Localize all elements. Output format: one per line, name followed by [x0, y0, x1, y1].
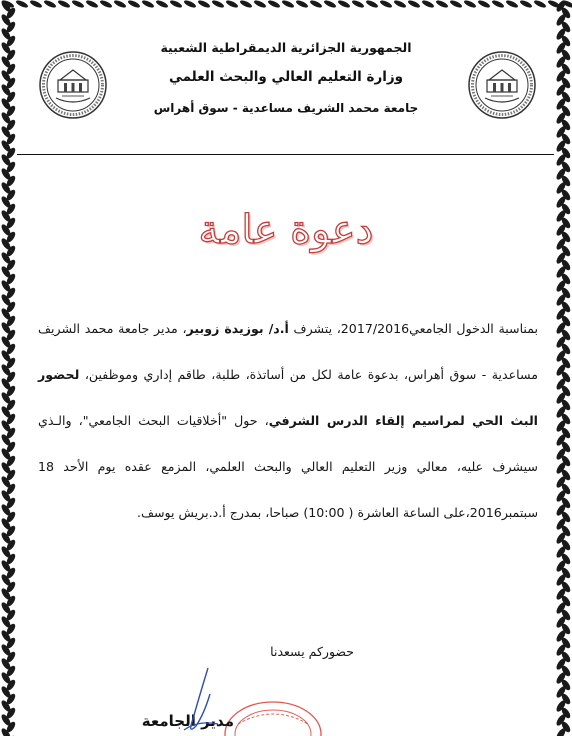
university-seal-icon [38, 50, 108, 120]
ministry-name: وزارة التعليم العالي والبحث العلمي [168, 69, 404, 85]
invitation-body [38, 306, 538, 536]
letterhead [100, 40, 472, 129]
body-part-3: ، حول "أخلاقيات البحث الجامعي"، والـذي سيشرف عليه، معالي وزير التعليم العالي والبحث العلمي، المزمع عقده يوم الأحد 18 سبتمبر2016،على الساعة العاشرة ( 10:00) صباحا، بمدرج أ.د.بريش يوسف. [38, 413, 538, 520]
handwritten-signature-icon [178, 664, 228, 736]
body-part-1: بمناسبة الدخول الجامعي2017/2016، يتشرف [288, 321, 538, 336]
header-divider [17, 154, 554, 155]
leaf-border-top [0, 0, 572, 10]
signer-title: مدير الجامعة [141, 712, 234, 730]
body-bold-2: لحضور البث الحي لمراسيم إلقاء الدرس الشرفي [38, 367, 538, 428]
official-stamp-icon [218, 694, 328, 736]
body-part-2: ، مدير جامعة محمد الشريف مساعدية - سوق أهراس، بدعوة عامة لكل من أساتذة، طلبة، طاقم إداري وموظفين، [38, 321, 538, 382]
university-seal-icon [467, 50, 537, 120]
closing-line: حضوركم يسعدنا [270, 644, 354, 659]
page-title: دعوة عامة [198, 207, 374, 253]
body-bold-1: أ.د/ بوزيدة زوبير [186, 321, 289, 336]
republic-name: الجمهورية الجزائرية الديمقراطية الشعبية [160, 40, 412, 55]
leaf-border-right [554, 0, 572, 736]
leaf-border-left [0, 0, 16, 736]
university-name: جامعة محمد الشريف مساعدية - سوق أهراس [153, 101, 419, 115]
